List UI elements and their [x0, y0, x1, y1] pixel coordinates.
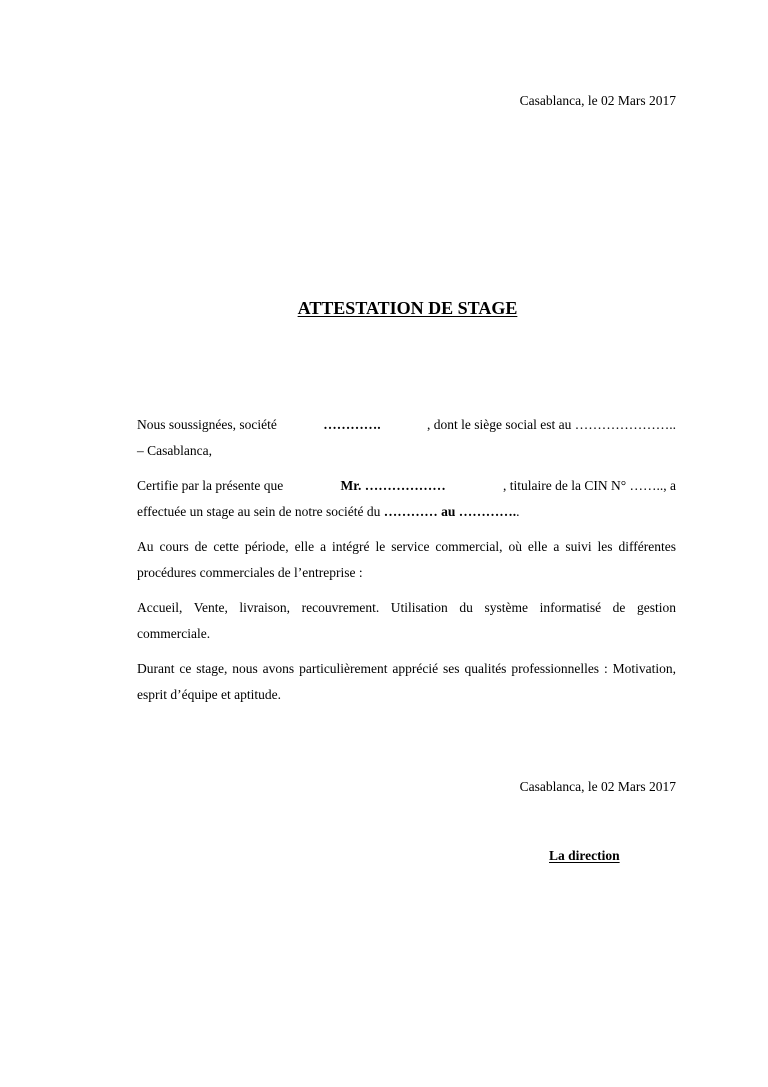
internship-dates-placeholder: ………… au …………. [383, 504, 517, 519]
paragraph-certify [137, 473, 676, 525]
document-title: ATTESTATION DE STAGE [297, 298, 518, 318]
company-name-placeholder: …………. [323, 417, 381, 432]
date-header: Casablanca, le 02 Mars 2017 [519, 93, 676, 108]
paragraph-company [137, 412, 676, 464]
document-body [137, 412, 676, 717]
period-mark: . [516, 504, 520, 519]
paragraph-tasks: Accueil, Vente, livraison, recouvrement. Utilisation du système informatisé de gestion commerciale. [137, 600, 676, 641]
company-address: , dont le siège social est au ………………….. [427, 417, 676, 432]
signature-label: La direction [549, 848, 620, 863]
paragraph-service: Au cours de cette période, elle a intégré le service commercial, où elle a suivi les différentes procédures commerciales de l’entreprise : [137, 539, 676, 580]
cin-number: , titulaire de la CIN N° …….., a [503, 478, 676, 493]
intern-name-placeholder: Mr. ……………… [340, 478, 446, 493]
certify-intro: Certifie par la présente que [137, 478, 284, 493]
company-intro: Nous soussignées, société [137, 417, 277, 432]
paragraph-qualities: Durant ce stage, nous avons particulièrement apprécié ses qualités professionnelles : Motivation, esprit d’équipe et aptitude. [137, 661, 676, 702]
internship-intro: effectuée un stage au sein de notre société du [137, 504, 381, 519]
date-footer: Casablanca, le 02 Mars 2017 [519, 779, 676, 794]
company-city: – Casablanca, [137, 443, 212, 458]
